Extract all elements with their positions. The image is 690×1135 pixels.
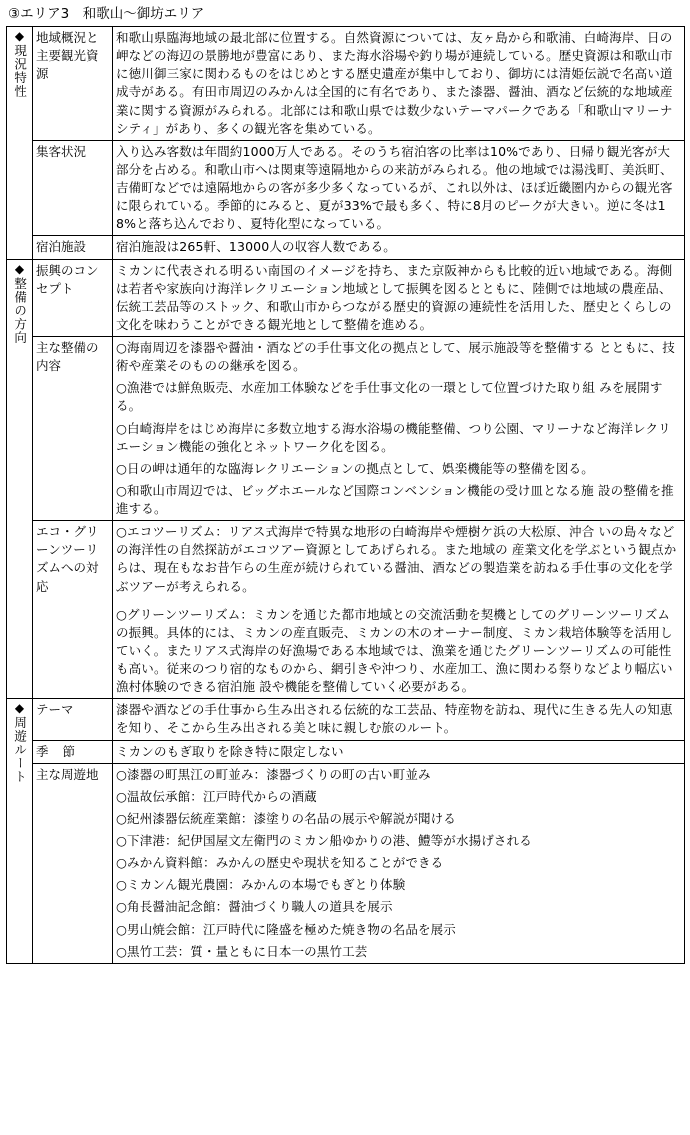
row-label: エコ・グリーンツーリズムへの対応 — [33, 521, 113, 699]
category-label: 現況特性 — [12, 44, 28, 98]
row-concept — [7, 259, 685, 337]
row-spots — [7, 763, 685, 963]
row-content: 漆器や酒などの手仕事から生み出される伝統的な工芸品、特産物を訪ね、現代に生きる先人の知恵を知り、そこから生み出される美と味に親しむ旅のルート。 — [113, 699, 685, 740]
row-label: 振興のコンセプト — [33, 259, 113, 337]
eco-tourism-text: ○エコツーリズム：リアス式海岸で特異な地形の白崎海岸や煙樹ケ浜の大松原、沖合 いの島々などの海洋性の自然探訪がエコツアー資源としてあげられる。また地域の 産業文化を学ぶという観点からは、現在もなお昔乍らの生産が続けられている醤油、酒などの製造業を訪ねる手仕事の文化を学ぶツアーが考えられる。 — [116, 524, 677, 594]
category-route — [7, 699, 33, 964]
row-season — [7, 740, 685, 763]
row-main-content — [7, 337, 685, 521]
row-content — [113, 763, 685, 963]
list-item: ○白崎海岸をはじめ海岸に多数立地する海水浴場の機能整備、つり公園、マリーナなど海洋レクリエーション機能の強化とネットワーク化を図る。 — [116, 420, 671, 454]
list-item: ○男山焼会館：江戸時代に隆盛を極めた焼き物の名品を展示 — [116, 921, 456, 937]
row-eco — [7, 521, 685, 699]
row-lodging — [7, 236, 685, 259]
category-direction — [7, 259, 33, 699]
row-content — [113, 521, 685, 699]
list-item: ○黒竹工芸：質・量ともに日本一の黒竹工芸 — [116, 943, 368, 959]
row-label: 集客状況 — [33, 140, 113, 236]
row-label: 宿泊施設 — [33, 236, 113, 259]
row-label: テーマ — [33, 699, 113, 740]
row-overview — [7, 27, 685, 141]
list-item: ○角長醤油記念館：醤油づくり職人の道具を展示 — [116, 899, 393, 915]
diamond-icon: ◆ — [14, 701, 25, 716]
row-label: 主な整備の内容 — [33, 337, 113, 521]
row-content: 和歌山県臨海地域の最北部に位置する。自然資源については、友ヶ島から和歌浦、白崎海岸、日の岬などの海辺の景勝地が豊富にあり、また海水浴場や釣り場が連続している。歴史資源は和歌山市に徳川御三家に関わるものをはじめとする歴史遺産が集中しており、御坊には清姫伝説で名高い道成寺がある。有田市周辺のみかんは全国的に有名であり、また漆器、醤油、酒など伝統的な地域産業に関する資源がみられる。北部には和歌山県では数少ないテーマパークである「和歌山マリーナシティ」があり、多くの観光客を集めている。 — [113, 27, 685, 141]
row-content — [113, 337, 685, 521]
document-title: ③エリア3 和歌山～御坊エリア — [8, 6, 205, 22]
diamond-icon: ◆ — [14, 29, 25, 43]
category-label: 周遊ルート — [12, 716, 28, 784]
list-item: ○日の岬は通年的な臨海レクリエーションの拠点として、娯楽機能等の整備を図る。 — [116, 460, 594, 476]
row-content: ミカンのもぎ取りを除き特に限定しない — [113, 740, 685, 763]
row-label: 主な周遊地 — [33, 763, 113, 963]
category-label: 整備の方向 — [12, 276, 28, 344]
row-content: ミカンに代表される明るい南国のイメージを持ち、また京阪神からも比較的近い地域である。海側は若者や家族向け海洋レクリエーション地域として振興を図るとともに、陸側では地域の農産品、伝統工芸品等のストック、和歌山市からつながる歴史的資源の連続性を活用した、歴史とくらしの文化を味わうことができる観光地として整備を進める。 — [113, 259, 685, 337]
list-item: ○みかん資料館：みかんの歴史や現状を知ることができる — [116, 855, 444, 871]
list-item: ○温故伝承館：江戸時代からの酒蔵 — [116, 788, 317, 804]
diamond-icon: ◆ — [14, 261, 25, 276]
row-label: 地域概況と主要観光資源 — [33, 27, 113, 141]
list-item: ○紀州漆器伝統産業館：漆塗りの名品の展示や解説が聞ける — [116, 810, 456, 826]
green-tourism-text: ○グリーンツーリズム：ミカンを通じた都市地域との交流活動を契機としてのグリーンツーリズムの振興。具体的には、ミカンの産直販売、ミカンの木のオーナー制度、ミカン栽培体験等を活用していく。またリアス式海岸の好漁場である本地域では、漁業を通じたグリーンツーリズムの可能性も高い。従来のつり宿的なものから、網引きや沖つり、水産加工、漁に関わる祭りなどより幅広い漁村体験のできる宿泊施 設や機能を整備していく必要がある。 — [116, 606, 673, 695]
list-item: ○ミカンん観光農園：みかんの本場でもぎとり体験 — [116, 877, 406, 893]
category-current — [7, 27, 33, 260]
list-item: ○和歌山市周辺では、ビッグホエールなど国際コンベンション機能の受け皿となる施 設の整備を推進する。 — [116, 482, 674, 516]
list-item: ○漆器の町黒江の町並み：漆器づくりの町の古い町並み — [116, 766, 431, 782]
row-content: 入り込み客数は年間約1000万人である。そのうち宿泊客の比率は10%であり、日帰り観光客が大部分を占める。和歌山市へは関東等遠隔地からの来訪がみられる。他の地域では湯浅町、美浜町、吉備町などでは遠隔地からの客が多少多くなっているが、これ以外は、ほぼ近畿圏内からの観光客に限られている。季節的にみると、夏が33%で最も多く、特に8月のピークが大きい。逆に冬は18%と落ち込んでおり、夏特化型になっている。 — [113, 140, 685, 236]
area-table — [6, 26, 685, 964]
row-label: 季節 — [33, 740, 113, 763]
list-item: ○海南周辺を漆器や醤油・酒などの手仕事文化の拠点として、展示施設等を整備する とともに、技術や産業そのものの継承を図る。 — [116, 340, 675, 374]
list-item: ○漁港では鮮魚販売、水産加工体験などを手仕事文化の一環として位置づけた取り組 みを展開する。 — [116, 380, 663, 414]
list-item: ○下津港：紀伊国屋文左衛門のミカン船ゆかりの港、鱧等が水揚げされる — [116, 833, 532, 848]
row-visitors — [7, 140, 685, 236]
row-theme — [7, 699, 685, 740]
row-content: 宿泊施設は265軒、13000人の収容人数である。 — [113, 236, 685, 259]
